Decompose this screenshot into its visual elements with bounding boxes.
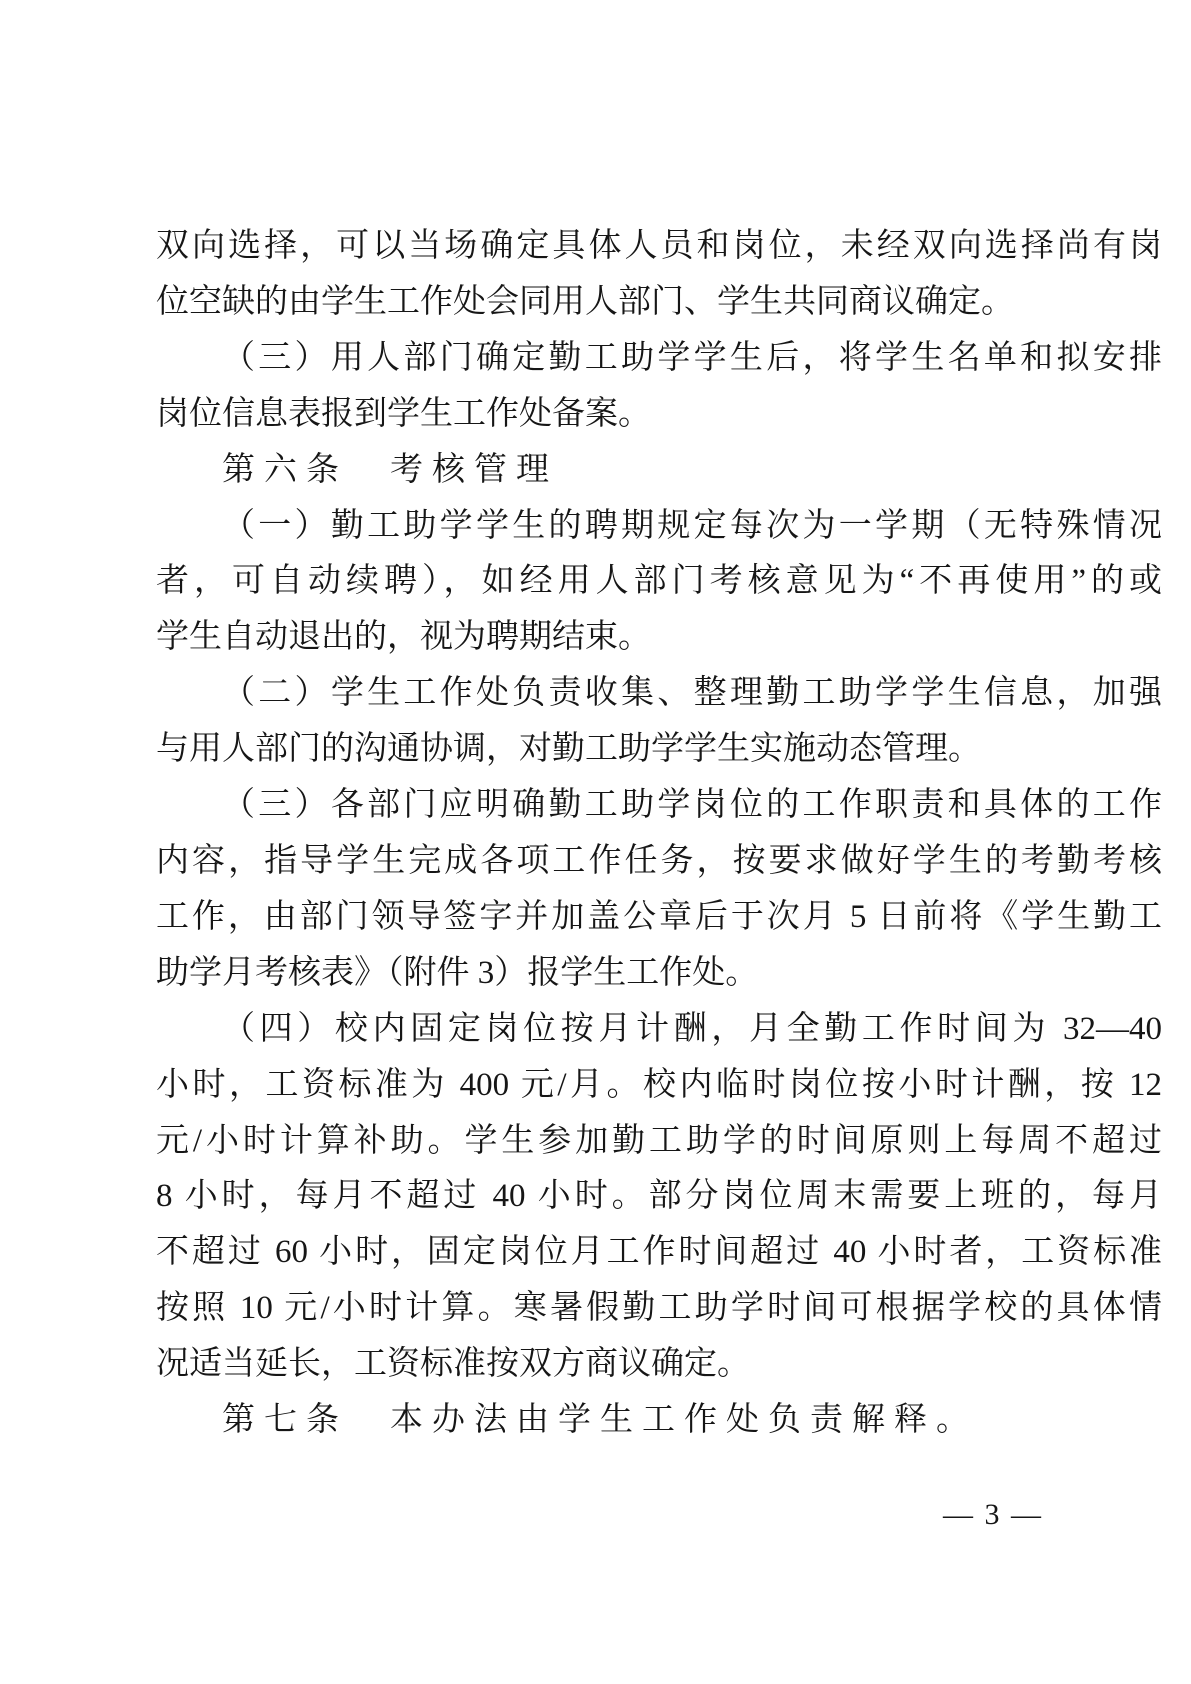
text-line: 8 小时，每月不超过 40 小时。部分岗位周末需要上班的，每月 bbox=[156, 1178, 1162, 1215]
text-line: （四）校内固定岗位按月计酬，月全勤工作时间为 32—40 bbox=[222, 1010, 1162, 1047]
text-line: （三）各部门应明确勤工助学岗位的工作职责和具体的工作 bbox=[222, 787, 1162, 824]
text-line: 内容，指导学生完成各项工作任务，按要求做好学生的考勤考核 bbox=[156, 842, 1162, 879]
text-line: 位空缺的由学生工作处会同用人部门、学生共同商议确定。 bbox=[156, 283, 1014, 320]
text-line: 与用人部门的沟通协调，对勤工助学学生实施动态管理。 bbox=[156, 731, 981, 768]
text-line: 学生自动退出的，视为聘期结束。 bbox=[156, 619, 651, 656]
text-block bbox=[156, 219, 1162, 1449]
text-line: 元/小时计算补助。学生参加勤工助学的时间原则上每周不超过 bbox=[156, 1122, 1162, 1159]
page-number: — 3 — bbox=[943, 1498, 1043, 1531]
text-line: 岗位信息表报到学生工作处备案。 bbox=[156, 395, 651, 432]
text-line: 况适当延长，工资标准按双方商议确定。 bbox=[156, 1346, 750, 1383]
text-line: 助学月考核表》（附件 3）报学生工作处。 bbox=[156, 954, 759, 991]
text-line: 不超过 60 小时，固定岗位月工作时间超过 40 小时者，工资标准 bbox=[156, 1234, 1162, 1271]
text-line: 小时，工资标准为 400 元/月。校内临时岗位按小时计酬，按 12 bbox=[156, 1066, 1162, 1103]
text-line: （一）勤工助学学生的聘期规定每次为一学期（无特殊情况 bbox=[222, 507, 1162, 544]
section-heading: 第六条 考核管理 bbox=[222, 451, 558, 488]
text-line: （三）用人部门确定勤工助学学生后，将学生名单和拟安排 bbox=[222, 339, 1162, 376]
text-line: 工作，由部门领导签字并加盖公章后于次月 5 日前将《学生勤工 bbox=[156, 898, 1162, 935]
text-line: 按照 10 元/小时计算。寒暑假勤工助学时间可根据学校的具体情 bbox=[156, 1290, 1162, 1327]
section-heading: 第七条 本办法由学生工作处负责解释。 bbox=[222, 1402, 978, 1439]
text-line: （二）学生工作处负责收集、整理勤工助学学生信息，加强 bbox=[222, 675, 1162, 712]
text-line: 者，可自动续聘），如经用人部门考核意见为“不再使用”的或 bbox=[156, 563, 1162, 600]
text-line: 双向选择，可以当场确定具体人员和岗位，未经双向选择尚有岗 bbox=[156, 228, 1162, 264]
